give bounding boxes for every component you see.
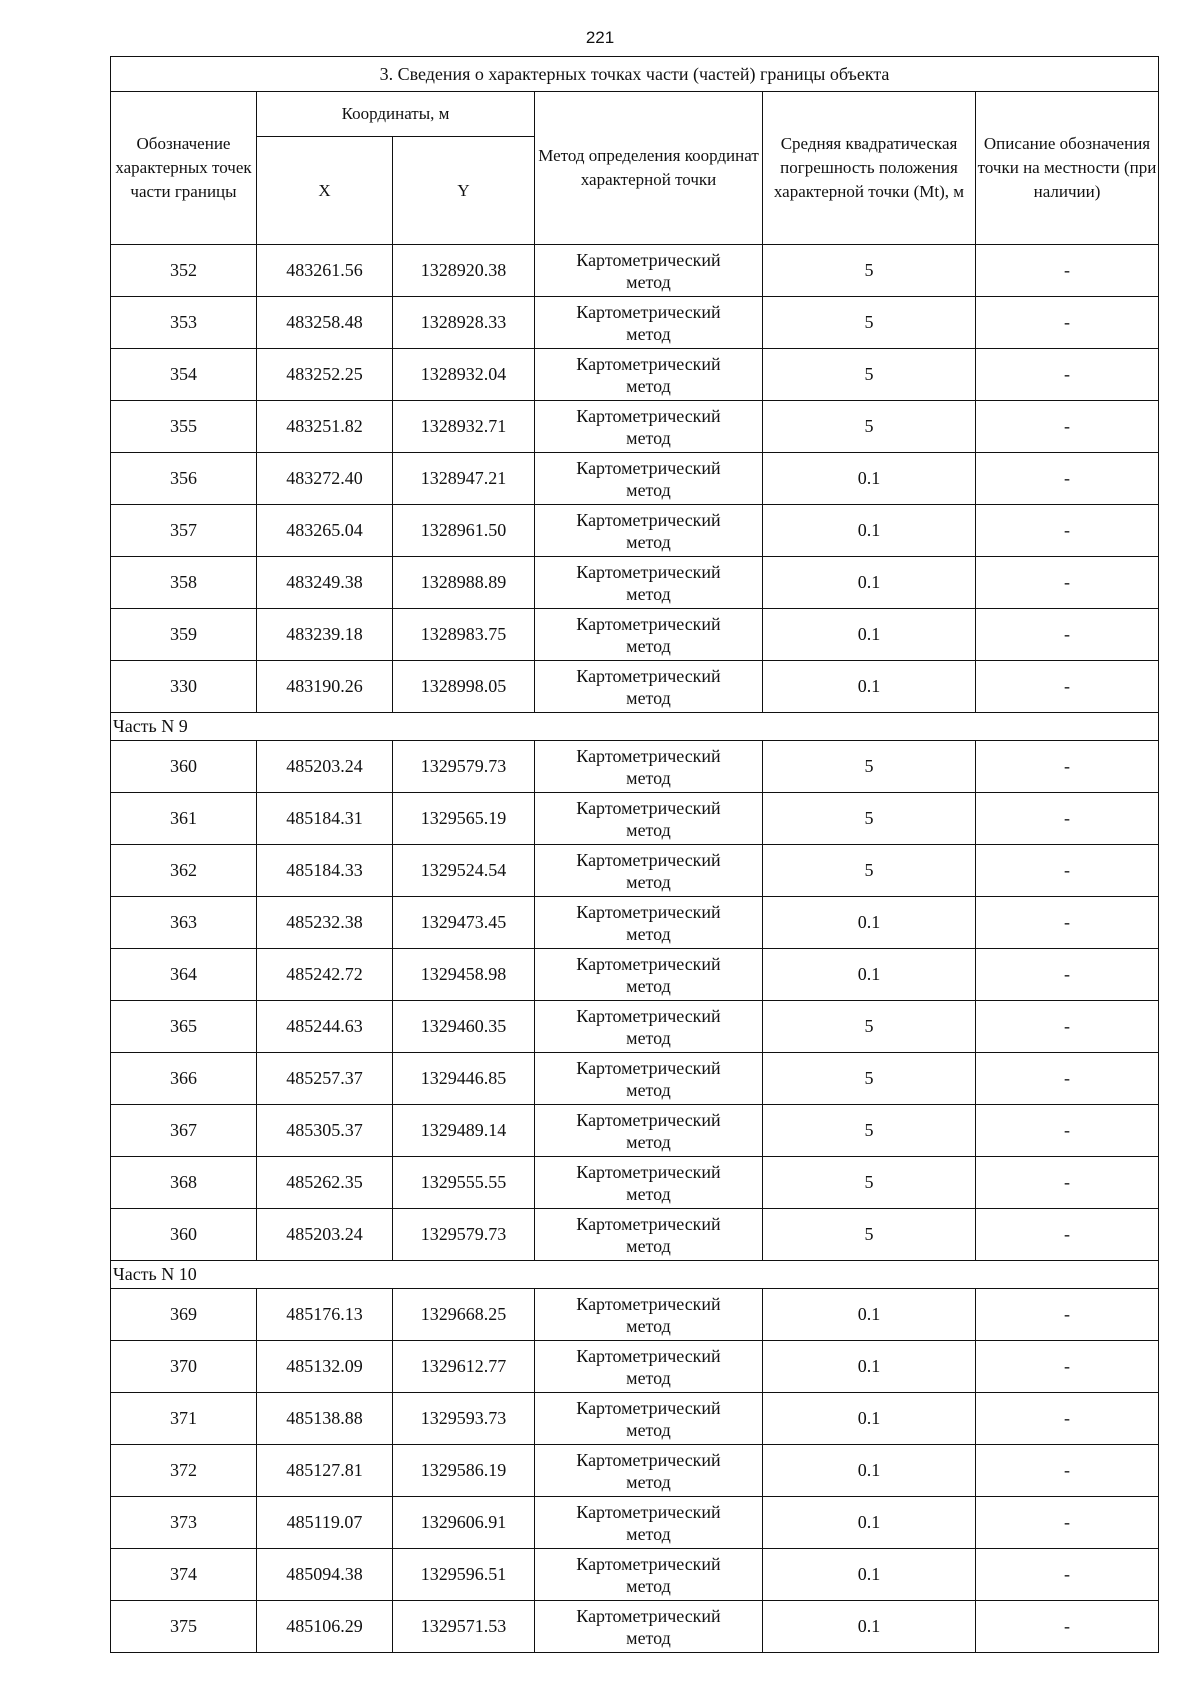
method-line-1: Картометрический xyxy=(576,665,721,686)
mean-square-error: 0.1 xyxy=(763,1341,976,1393)
point-id: 330 xyxy=(111,661,257,713)
point-description: - xyxy=(976,1549,1159,1601)
coord-y: 1329458.98 xyxy=(393,949,535,1001)
point-id: 365 xyxy=(111,1001,257,1053)
method-cell xyxy=(535,245,763,297)
method-cell xyxy=(535,1157,763,1209)
point-id: 353 xyxy=(111,297,257,349)
table-row xyxy=(111,661,1159,713)
method-line-2: метод xyxy=(626,819,671,840)
method-line-2: метод xyxy=(626,427,671,448)
method-line-1: Картометрический xyxy=(576,1553,721,1574)
table-row xyxy=(111,793,1159,845)
coord-x: 485203.24 xyxy=(257,741,393,793)
method-line-2: метод xyxy=(626,1079,671,1100)
method-line-1: Картометрический xyxy=(576,797,721,818)
coord-x: 483272.40 xyxy=(257,453,393,505)
coord-x: 483190.26 xyxy=(257,661,393,713)
table-row xyxy=(111,897,1159,949)
point-description: - xyxy=(976,245,1159,297)
method-cell xyxy=(535,741,763,793)
point-description: - xyxy=(976,1341,1159,1393)
coord-x: 483261.56 xyxy=(257,245,393,297)
mean-square-error: 5 xyxy=(763,245,976,297)
point-id: 356 xyxy=(111,453,257,505)
method-line-1: Картометрический xyxy=(576,561,721,582)
method-line-2: метод xyxy=(626,871,671,892)
mean-square-error: 0.1 xyxy=(763,1445,976,1497)
method-line-1: Картометрический xyxy=(576,1057,721,1078)
point-id: 360 xyxy=(111,741,257,793)
point-id: 354 xyxy=(111,349,257,401)
point-description: - xyxy=(976,1001,1159,1053)
point-id: 367 xyxy=(111,1105,257,1157)
coord-y: 1329524.54 xyxy=(393,845,535,897)
coord-y: 1328988.89 xyxy=(393,557,535,609)
point-id: 360 xyxy=(111,1209,257,1261)
method-cell xyxy=(535,1001,763,1053)
point-description: - xyxy=(976,1157,1159,1209)
method-line-1: Картометрический xyxy=(576,249,721,270)
header-description: Описание обозначения точки на местности (при наличии) xyxy=(976,92,1159,245)
table-row xyxy=(111,453,1159,505)
table-row xyxy=(111,741,1159,793)
table-row xyxy=(111,245,1159,297)
method-line-1: Картометрический xyxy=(576,953,721,974)
coord-x: 485106.29 xyxy=(257,1601,393,1653)
coord-y: 1329596.51 xyxy=(393,1549,535,1601)
header-y: Y xyxy=(393,137,535,245)
method-line-1: Картометрический xyxy=(576,1605,721,1626)
mean-square-error: 0.1 xyxy=(763,1549,976,1601)
method-line-2: метод xyxy=(626,1131,671,1152)
mean-square-error: 5 xyxy=(763,401,976,453)
point-description: - xyxy=(976,741,1159,793)
method-line-2: метод xyxy=(626,1315,671,1336)
table-row xyxy=(111,401,1159,453)
coord-x: 483265.04 xyxy=(257,505,393,557)
point-id: 372 xyxy=(111,1445,257,1497)
point-description: - xyxy=(976,349,1159,401)
point-description: - xyxy=(976,1601,1159,1653)
table-row xyxy=(111,845,1159,897)
mean-square-error: 5 xyxy=(763,741,976,793)
method-cell xyxy=(535,1105,763,1157)
mean-square-error: 5 xyxy=(763,1209,976,1261)
coord-y: 1328983.75 xyxy=(393,609,535,661)
method-line-1: Картометрический xyxy=(576,301,721,322)
point-id: 368 xyxy=(111,1157,257,1209)
method-cell xyxy=(535,949,763,1001)
point-id: 362 xyxy=(111,845,257,897)
method-cell xyxy=(535,557,763,609)
method-cell xyxy=(535,661,763,713)
method-line-1: Картометрический xyxy=(576,1449,721,1470)
mean-square-error: 0.1 xyxy=(763,949,976,1001)
method-line-2: метод xyxy=(626,975,671,996)
coord-x: 485184.31 xyxy=(257,793,393,845)
method-cell xyxy=(535,1209,763,1261)
coord-x: 483239.18 xyxy=(257,609,393,661)
mean-square-error: 0.1 xyxy=(763,505,976,557)
table-row xyxy=(111,1105,1159,1157)
method-line-1: Картометрический xyxy=(576,745,721,766)
point-id: 370 xyxy=(111,1341,257,1393)
table-row xyxy=(111,557,1159,609)
mean-square-error: 0.1 xyxy=(763,557,976,609)
point-id: 357 xyxy=(111,505,257,557)
method-line-2: метод xyxy=(626,1235,671,1256)
point-description: - xyxy=(976,1497,1159,1549)
method-cell xyxy=(535,793,763,845)
coord-y: 1329473.45 xyxy=(393,897,535,949)
point-description: - xyxy=(976,1053,1159,1105)
table-row xyxy=(111,1341,1159,1393)
point-id: 358 xyxy=(111,557,257,609)
point-description: - xyxy=(976,1209,1159,1261)
point-description: - xyxy=(976,1445,1159,1497)
method-line-1: Картометрический xyxy=(576,901,721,922)
method-cell xyxy=(535,1341,763,1393)
method-line-2: метод xyxy=(626,1575,671,1596)
table-row xyxy=(111,1157,1159,1209)
coord-y: 1329555.55 xyxy=(393,1157,535,1209)
coord-x: 485127.81 xyxy=(257,1445,393,1497)
point-id: 359 xyxy=(111,609,257,661)
coord-y: 1329571.53 xyxy=(393,1601,535,1653)
point-description: - xyxy=(976,557,1159,609)
point-description: - xyxy=(976,609,1159,661)
coord-y: 1329612.77 xyxy=(393,1341,535,1393)
method-line-1: Картометрический xyxy=(576,1501,721,1522)
mean-square-error: 5 xyxy=(763,793,976,845)
table-body xyxy=(111,245,1159,1653)
coord-x: 483252.25 xyxy=(257,349,393,401)
mean-square-error: 0.1 xyxy=(763,609,976,661)
coord-x: 485305.37 xyxy=(257,1105,393,1157)
table-row xyxy=(111,1601,1159,1653)
table-title: 3. Сведения о характерных точках части (частей) границы объекта xyxy=(111,57,1159,92)
mean-square-error: 5 xyxy=(763,1105,976,1157)
point-id: 352 xyxy=(111,245,257,297)
method-line-2: метод xyxy=(626,531,671,552)
header-method: Метод определения координат характерной точки xyxy=(535,92,763,245)
coord-x: 485132.09 xyxy=(257,1341,393,1393)
method-line-2: метод xyxy=(626,1367,671,1388)
point-id: 366 xyxy=(111,1053,257,1105)
point-description: - xyxy=(976,505,1159,557)
coord-x: 483251.82 xyxy=(257,401,393,453)
point-id: 363 xyxy=(111,897,257,949)
coord-y: 1328961.50 xyxy=(393,505,535,557)
coord-x: 485138.88 xyxy=(257,1393,393,1445)
table-row xyxy=(111,949,1159,1001)
method-line-1: Картометрический xyxy=(576,353,721,374)
mean-square-error: 0.1 xyxy=(763,1601,976,1653)
coord-y: 1329489.14 xyxy=(393,1105,535,1157)
method-line-2: метод xyxy=(626,1523,671,1544)
coord-y: 1329606.91 xyxy=(393,1497,535,1549)
point-id: 375 xyxy=(111,1601,257,1653)
mean-square-error: 5 xyxy=(763,1001,976,1053)
point-description: - xyxy=(976,1105,1159,1157)
method-line-1: Картометрический xyxy=(576,1109,721,1130)
mean-square-error: 5 xyxy=(763,349,976,401)
coord-y: 1328932.71 xyxy=(393,401,535,453)
point-description: - xyxy=(976,401,1159,453)
point-description: - xyxy=(976,1289,1159,1341)
mean-square-error: 0.1 xyxy=(763,1393,976,1445)
method-line-1: Картометрический xyxy=(576,1005,721,1026)
mean-square-error: 0.1 xyxy=(763,1497,976,1549)
section-row xyxy=(111,1261,1159,1289)
section-label: Часть N 10 xyxy=(111,1261,1159,1289)
coord-y: 1329446.85 xyxy=(393,1053,535,1105)
coord-x: 483249.38 xyxy=(257,557,393,609)
coord-x: 485262.35 xyxy=(257,1157,393,1209)
point-id: 374 xyxy=(111,1549,257,1601)
method-line-1: Картометрический xyxy=(576,1213,721,1234)
method-cell xyxy=(535,505,763,557)
coord-y: 1328920.38 xyxy=(393,245,535,297)
method-line-1: Картометрический xyxy=(576,405,721,426)
method-line-2: метод xyxy=(626,479,671,500)
coord-x: 485232.38 xyxy=(257,897,393,949)
point-description: - xyxy=(976,297,1159,349)
mean-square-error: 5 xyxy=(763,1157,976,1209)
method-line-1: Картометрический xyxy=(576,457,721,478)
coord-y: 1329579.73 xyxy=(393,1209,535,1261)
point-id: 369 xyxy=(111,1289,257,1341)
point-id: 364 xyxy=(111,949,257,1001)
mean-square-error: 0.1 xyxy=(763,1289,976,1341)
method-cell xyxy=(535,349,763,401)
method-cell xyxy=(535,1445,763,1497)
point-description: - xyxy=(976,453,1159,505)
table-row xyxy=(111,609,1159,661)
point-id: 371 xyxy=(111,1393,257,1445)
method-line-2: метод xyxy=(626,271,671,292)
method-cell xyxy=(535,453,763,505)
point-description: - xyxy=(976,949,1159,1001)
method-cell xyxy=(535,1601,763,1653)
method-line-1: Картометрический xyxy=(576,509,721,530)
coord-x: 485242.72 xyxy=(257,949,393,1001)
point-id: 373 xyxy=(111,1497,257,1549)
coord-x: 485184.33 xyxy=(257,845,393,897)
coord-x: 485257.37 xyxy=(257,1053,393,1105)
method-line-2: метод xyxy=(626,375,671,396)
section-label: Часть N 9 xyxy=(111,713,1159,741)
mean-square-error: 0.1 xyxy=(763,661,976,713)
table-row xyxy=(111,1001,1159,1053)
mean-square-error: 5 xyxy=(763,297,976,349)
table-row xyxy=(111,1445,1159,1497)
table-row xyxy=(111,349,1159,401)
method-cell xyxy=(535,297,763,349)
table-row xyxy=(111,297,1159,349)
method-cell xyxy=(535,1549,763,1601)
characteristic-points-table xyxy=(110,56,1159,1653)
header-error: Средняя квадратическая погрешность положения характерной точки (Mt), м xyxy=(763,92,976,245)
mean-square-error: 0.1 xyxy=(763,897,976,949)
section-row xyxy=(111,713,1159,741)
coord-x: 485094.38 xyxy=(257,1549,393,1601)
point-id: 361 xyxy=(111,793,257,845)
coord-y: 1329565.19 xyxy=(393,793,535,845)
method-cell xyxy=(535,897,763,949)
header-coordinates: Координаты, м xyxy=(257,92,535,137)
coord-y: 1329586.19 xyxy=(393,1445,535,1497)
method-cell xyxy=(535,1053,763,1105)
method-line-1: Картометрический xyxy=(576,613,721,634)
table-row xyxy=(111,1497,1159,1549)
method-line-1: Картометрический xyxy=(576,849,721,870)
coord-y: 1329579.73 xyxy=(393,741,535,793)
mean-square-error: 0.1 xyxy=(763,453,976,505)
point-description: - xyxy=(976,661,1159,713)
table-row xyxy=(111,505,1159,557)
method-line-2: метод xyxy=(626,1627,671,1648)
header-x: X xyxy=(257,137,393,245)
coord-x: 485244.63 xyxy=(257,1001,393,1053)
point-description: - xyxy=(976,897,1159,949)
method-line-2: метод xyxy=(626,767,671,788)
method-line-1: Картометрический xyxy=(576,1161,721,1182)
point-id: 355 xyxy=(111,401,257,453)
coord-y: 1328998.05 xyxy=(393,661,535,713)
method-line-1: Картометрический xyxy=(576,1293,721,1314)
point-description: - xyxy=(976,1393,1159,1445)
coord-x: 485176.13 xyxy=(257,1289,393,1341)
method-line-2: метод xyxy=(626,1027,671,1048)
point-description: - xyxy=(976,845,1159,897)
method-line-2: метод xyxy=(626,1419,671,1440)
coord-y: 1328947.21 xyxy=(393,453,535,505)
method-cell xyxy=(535,1497,763,1549)
method-cell xyxy=(535,1393,763,1445)
method-line-2: метод xyxy=(626,687,671,708)
method-cell xyxy=(535,401,763,453)
method-line-2: метод xyxy=(626,1471,671,1492)
coord-y: 1328932.04 xyxy=(393,349,535,401)
method-cell xyxy=(535,845,763,897)
method-line-2: метод xyxy=(626,1183,671,1204)
method-line-1: Картометрический xyxy=(576,1345,721,1366)
point-description: - xyxy=(976,793,1159,845)
table-row xyxy=(111,1053,1159,1105)
coord-y: 1329460.35 xyxy=(393,1001,535,1053)
coord-y: 1329668.25 xyxy=(393,1289,535,1341)
mean-square-error: 5 xyxy=(763,845,976,897)
table-row xyxy=(111,1393,1159,1445)
header-designation: Обозначение характерных точек части границы xyxy=(111,92,257,245)
coord-y: 1328928.33 xyxy=(393,297,535,349)
method-line-2: метод xyxy=(626,635,671,656)
method-cell xyxy=(535,609,763,661)
method-line-2: метод xyxy=(626,923,671,944)
method-line-2: метод xyxy=(626,583,671,604)
method-cell xyxy=(535,1289,763,1341)
coord-y: 1329593.73 xyxy=(393,1393,535,1445)
table-row xyxy=(111,1289,1159,1341)
table-row xyxy=(111,1209,1159,1261)
coord-x: 483258.48 xyxy=(257,297,393,349)
page-number: 221 xyxy=(585,28,615,47)
mean-square-error: 5 xyxy=(763,1053,976,1105)
method-line-1: Картометрический xyxy=(576,1397,721,1418)
coord-x: 485119.07 xyxy=(257,1497,393,1549)
table-row xyxy=(111,1549,1159,1601)
method-line-2: метод xyxy=(626,323,671,344)
coord-x: 485203.24 xyxy=(257,1209,393,1261)
